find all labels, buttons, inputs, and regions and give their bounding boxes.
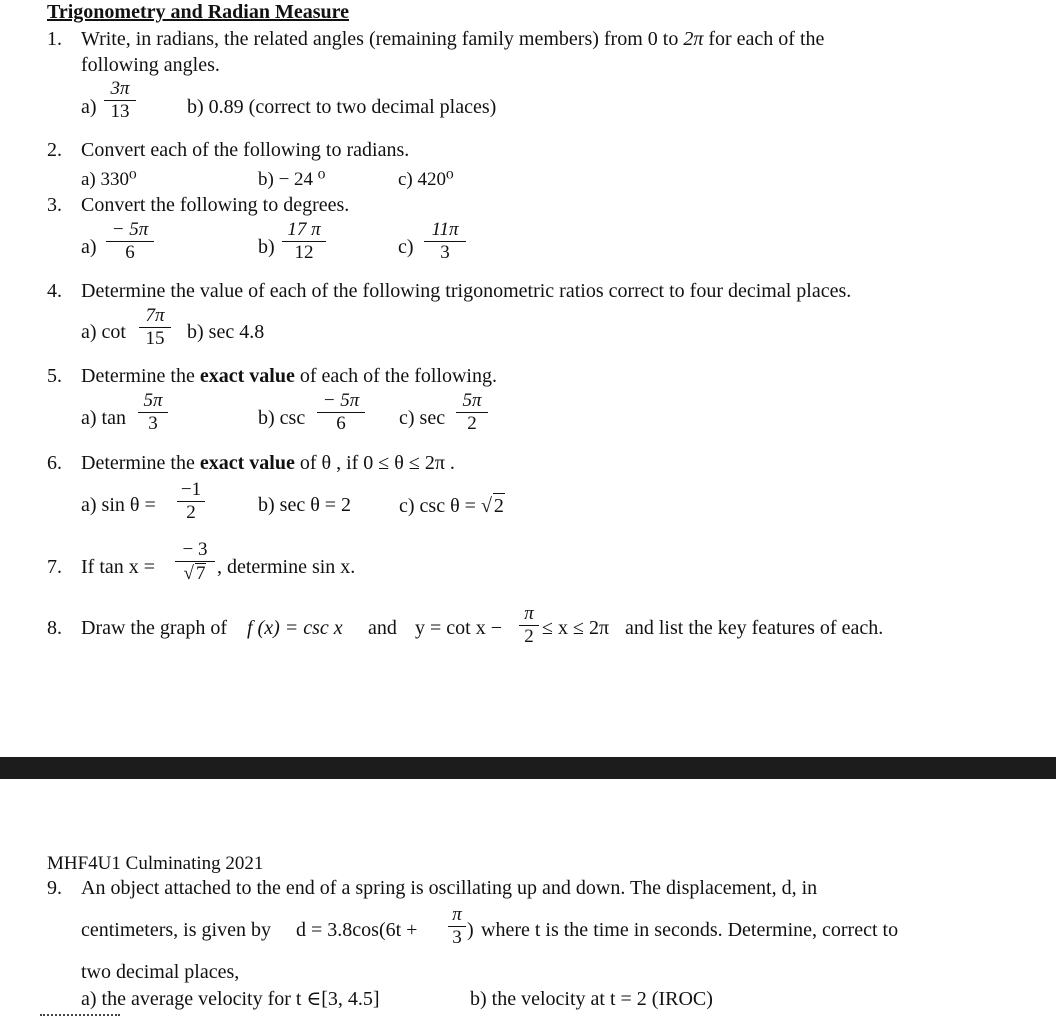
q4-a-denominator: 15	[145, 328, 165, 349]
q7-root: 7	[195, 563, 206, 584]
q5-a-label: a) tan	[81, 407, 126, 429]
q9-line2-post: where t is the time in seconds. Determine, correct to	[481, 919, 899, 941]
q4-number: 4.	[47, 280, 62, 302]
q1-b: b) 0.89 (correct to two decimal places)	[187, 96, 497, 118]
q6-prompt-post: of θ , if 0 ≤ θ ≤ 2π .	[299, 452, 455, 474]
q6-c-text: c) csc θ =	[399, 495, 476, 517]
q5-prompt-bold: exact value	[199, 365, 295, 387]
q5-c-label: c) sec	[399, 407, 446, 429]
q3-a-label: a)	[81, 236, 97, 258]
q8-fraction	[519, 604, 539, 647]
q9-denominator: 3	[452, 927, 462, 948]
q9-line1: An object attached to the end of a spring is oscillating up and down. The displacement, d, in	[81, 877, 818, 899]
q3-a-denominator: 6	[125, 242, 135, 263]
q7-numerator: − 3	[182, 539, 208, 560]
q5-number: 5.	[47, 365, 62, 387]
q8-pre: Draw the graph of	[81, 617, 228, 639]
q9-number: 9.	[47, 877, 62, 899]
q6-prompt-bold: exact value	[199, 452, 295, 474]
q6-a-denominator: 2	[186, 502, 196, 523]
q8-numerator: π	[524, 603, 534, 624]
page2-header: MHF4U1 Culminating 2021	[47, 853, 264, 874]
q3-c-numerator: 11π	[431, 219, 459, 240]
q9-formula-post: )	[467, 919, 474, 941]
q1-line1-end: for each of the	[708, 28, 825, 50]
q3-b-numerator: 17 π	[287, 219, 321, 240]
q4-a-fraction	[139, 306, 171, 349]
q6-c	[399, 493, 505, 518]
q3-b-label: b)	[258, 236, 275, 258]
q1-prompt-line1	[81, 27, 824, 51]
q8-and: and	[368, 617, 397, 639]
page-divider	[0, 757, 1056, 779]
q7-lhs: If tan x =	[81, 556, 156, 578]
q5-c-fraction	[456, 391, 488, 434]
q6-c-root: 2	[493, 495, 504, 517]
q9-a: a) the average velocity for t ∈[3, 4.5]	[81, 988, 380, 1010]
q3-c-fraction	[424, 220, 466, 263]
q6-prompt-pre: Determine the	[81, 452, 195, 474]
q4-a-label: a) cot	[81, 321, 126, 343]
q1-a-label: a)	[81, 96, 97, 118]
q3-number: 3.	[47, 194, 62, 216]
q8-post: and list the key features of each.	[625, 617, 884, 639]
q6-c-sqrt: √ 2	[480, 495, 504, 517]
q8-number: 8.	[47, 617, 62, 639]
q9-line3: two decimal places,	[81, 961, 240, 983]
q7-denominator: √ 7	[183, 563, 206, 584]
q6-a-numerator: −1	[180, 479, 202, 500]
q5-c-numerator: 5π	[462, 390, 482, 411]
q2-a: a) 330⁰	[81, 169, 137, 190]
q2-c: c) 420⁰	[398, 169, 454, 190]
q3-c-denominator: 3	[440, 242, 450, 263]
q3-prompt: Convert the following to degrees.	[81, 194, 350, 216]
q6-prompt	[81, 451, 455, 475]
q2-b: b) − 24 ⁰	[258, 169, 326, 190]
q5-b-fraction	[317, 391, 365, 434]
q3-c-label: c)	[398, 236, 414, 258]
q8-function-f: f (x) = csc x	[247, 617, 343, 639]
q6-a-fraction	[177, 480, 205, 523]
q5-b-numerator: − 5π	[322, 390, 360, 411]
q5-c-denominator: 2	[467, 413, 477, 434]
q5-a-denominator: 3	[148, 413, 158, 434]
q5-prompt-post: of each of the following.	[299, 365, 497, 387]
q2-number: 2.	[47, 139, 62, 161]
q8-range: ≤ x ≤ 2π	[542, 617, 610, 639]
q3-a-fraction	[106, 220, 154, 263]
q5-a-numerator: 5π	[143, 390, 163, 411]
q5-a-fraction	[138, 391, 168, 434]
q5-prompt	[81, 364, 497, 388]
q1-a-numerator: 3π	[110, 78, 130, 99]
q9-formula-pre: d = 3.8cos(6t +	[296, 919, 418, 941]
q1-two-pi: 2π	[683, 28, 704, 50]
q8-denominator: 2	[524, 626, 534, 647]
q7-fraction	[175, 540, 215, 584]
q1-a-denominator: 13	[110, 101, 130, 122]
q6-a-label: a) sin θ =	[81, 494, 156, 516]
q7-rest: , determine sin x.	[217, 556, 356, 578]
q4-b: b) sec 4.8	[187, 321, 265, 343]
q1-a-fraction	[104, 79, 136, 122]
q5-prompt-pre: Determine the	[81, 365, 195, 387]
q1-number: 1.	[47, 28, 62, 50]
q9-fraction	[448, 905, 466, 948]
q5-b-label: b) csc	[258, 407, 306, 429]
cut-off-line	[40, 1014, 120, 1023]
q2-prompt: Convert each of the following to radians.	[81, 139, 410, 161]
q3-b-fraction	[282, 220, 326, 263]
q5-b-denominator: 6	[336, 413, 346, 434]
q9-line2-pre: centimeters, is given by	[81, 919, 271, 941]
q7-number: 7.	[47, 556, 62, 578]
q1-prompt-line2: following angles.	[81, 54, 220, 76]
q6-b: b) sec θ = 2	[258, 494, 352, 516]
q9-numerator: π	[452, 904, 462, 925]
q3-b-denominator: 12	[294, 242, 314, 263]
q6-number: 6.	[47, 452, 62, 474]
q1-line1-text: Write, in radians, the related angles (remaining family members) from 0 to	[81, 28, 679, 50]
page-title: Trigonometry and Radian Measure	[47, 1, 350, 23]
q8-function-y: y = cot x −	[415, 617, 502, 639]
q9-b: b) the velocity at t = 2 (IROC)	[470, 988, 713, 1010]
q4-a-numerator: 7π	[145, 305, 165, 326]
q4-prompt: Determine the value of each of the following trigonometric ratios correct to four decimal places.	[81, 280, 852, 302]
q3-a-numerator: − 5π	[111, 219, 149, 240]
